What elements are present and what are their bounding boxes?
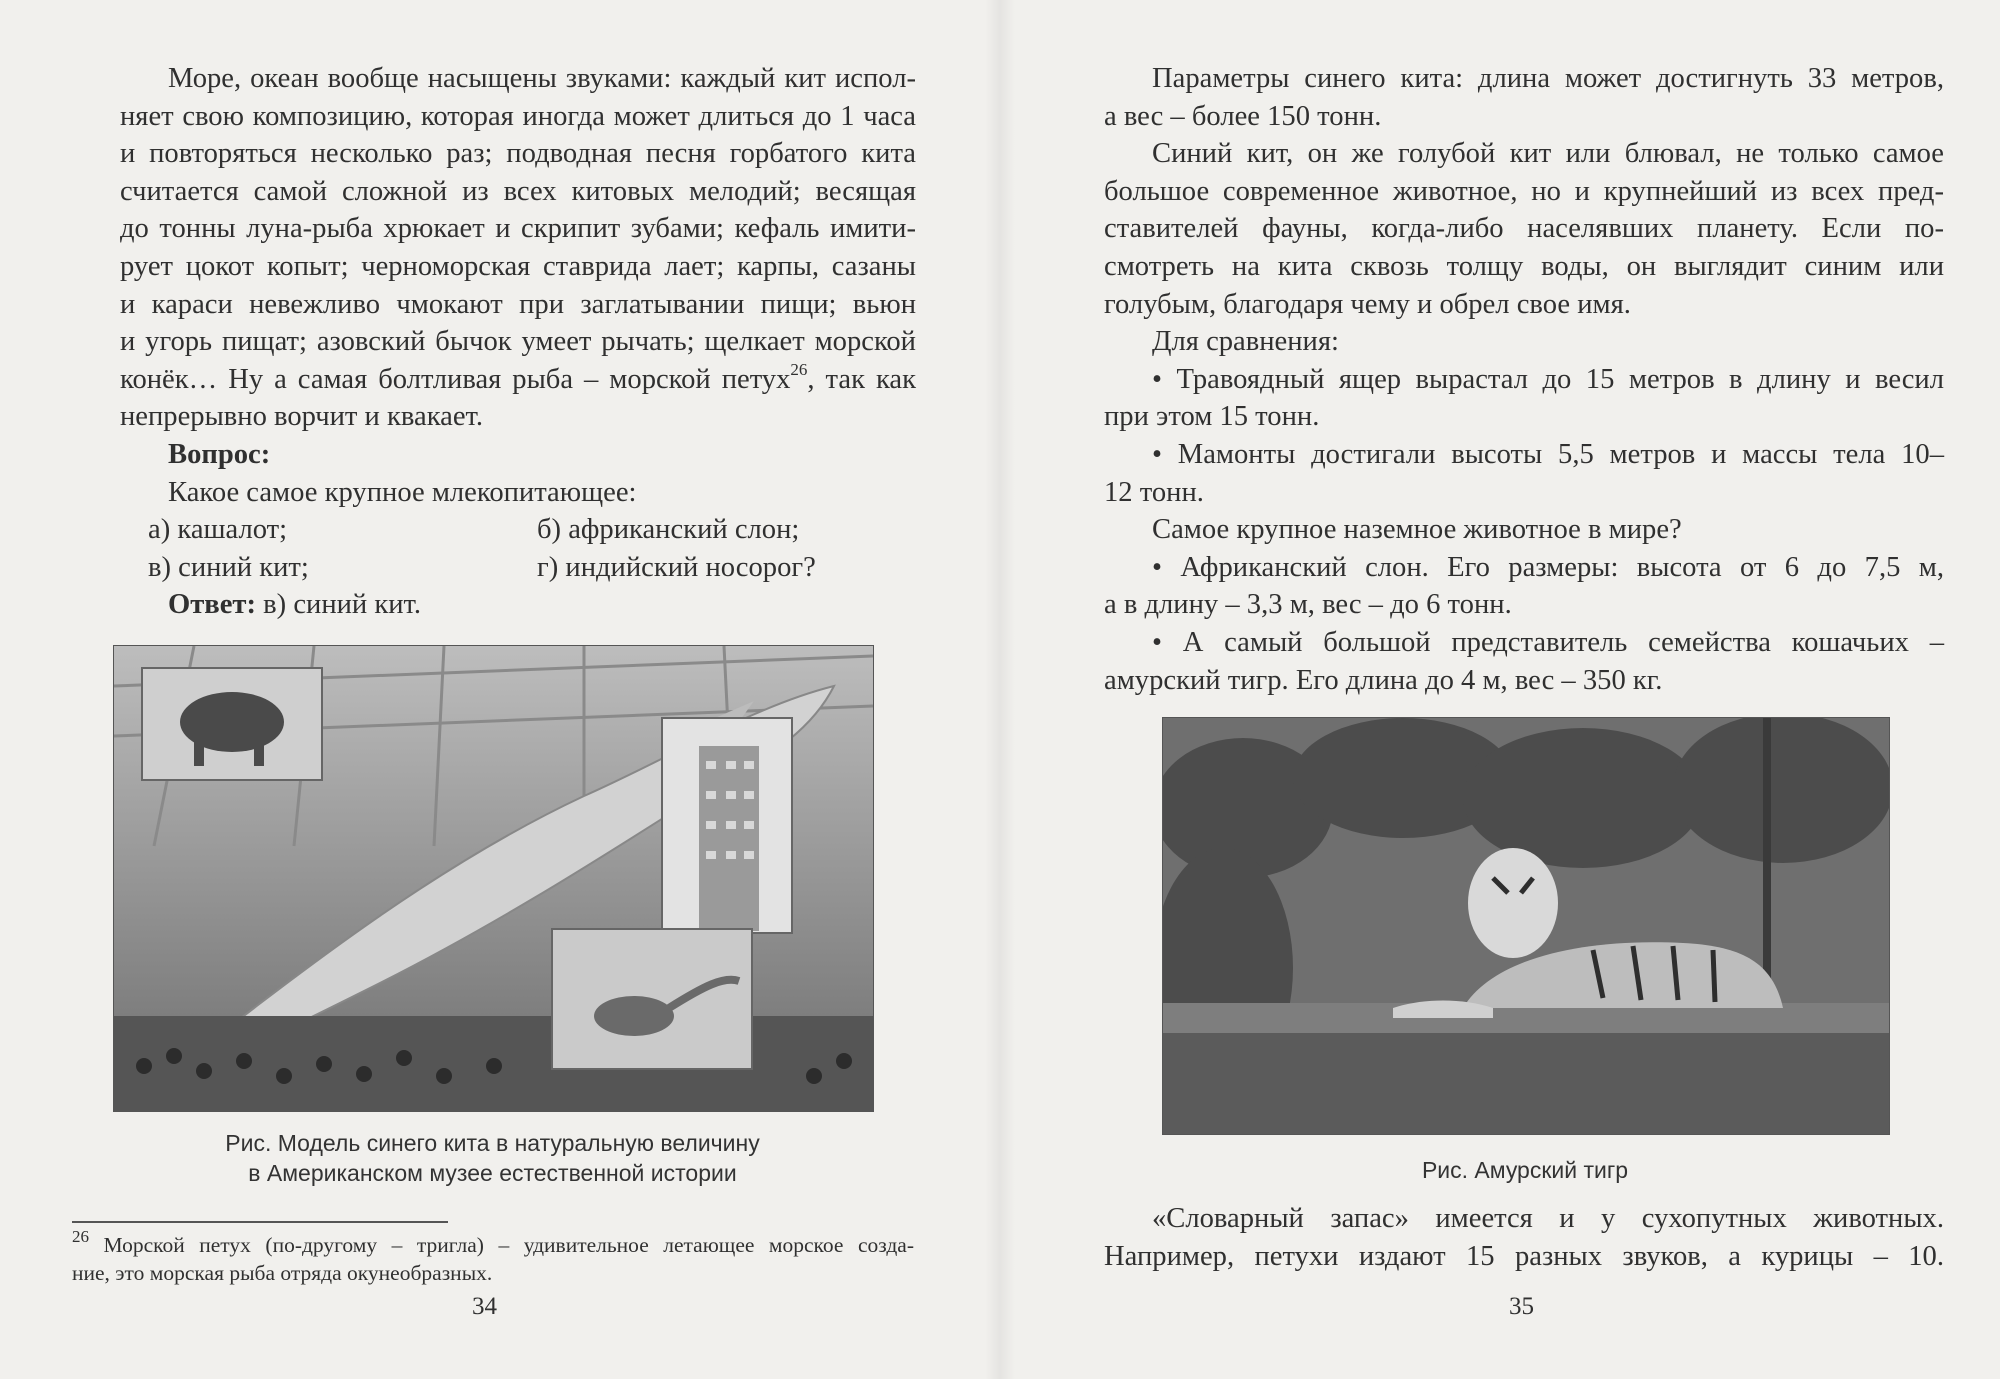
page-number-right: 35: [1509, 1293, 1534, 1320]
figure-caption-tiger: Рис. Амурский тигр: [1421, 1157, 1629, 1183]
text-line: Синий кит, он же голубой кит или блювал, не только самое: [1152, 138, 1944, 170]
bullet-line: амурский тигр. Его длина до 4 м, вес – 350 кг.: [1104, 664, 1663, 696]
text-line: Параметры синего кита: длина может достигнуть 33 метров,: [1152, 63, 1944, 94]
text-line: считается самой сложной из всех китовых мелодий; весящая: [120, 175, 916, 207]
text-span: конёк… Ну а самая болтливая рыба – морской петух: [120, 363, 791, 395]
bullet-line: при этом 15 тонн.: [1104, 401, 1320, 433]
answer-line: [120, 586, 916, 624]
text-line: а вес – более 150 тонн.: [1104, 100, 1382, 132]
text-line: большое современное животное, но и крупнейший из всех пред-: [1104, 175, 1944, 207]
right-closing-paragraph: [1104, 1200, 1944, 1275]
text-line: непрерывно ворчит и квакает.: [120, 401, 484, 433]
blue-whale-museum-photo: [113, 645, 874, 1112]
amur-tiger-photo: [1162, 717, 1890, 1135]
option-g: г) индийский носорог?: [537, 552, 816, 583]
text-line: и повторяться несколько раз; подводная песня горбатого кита: [120, 138, 916, 170]
text-line: няет свою композицию, которая иногда может длиться до 1 часа: [120, 100, 916, 132]
footnote: [72, 1226, 915, 1287]
footnote-divider: [72, 1221, 448, 1223]
compare-heading: Для сравнения:: [1152, 326, 1339, 358]
bullet-line: • Травоядный ящер вырастал до 15 метров в длину и весил: [1152, 363, 1944, 395]
bullet-line: 12 тонн.: [1104, 476, 1204, 508]
text-line: голубым, благодаря чему и обрел свое имя.: [1104, 288, 1631, 320]
answer-label: Ответ:: [168, 589, 256, 620]
text-line: «Словарный запас» имеется и у сухопутных животных.: [1152, 1203, 1944, 1234]
question-text: Какое самое крупное млекопитающее:: [168, 476, 637, 508]
text-line: Море, океан вообще насыщены звуками: каждый кит испол-: [168, 63, 916, 94]
answer: [120, 586, 916, 624]
footnote-line: ние, это морская рыба отряда окунеобразных.: [72, 1261, 493, 1285]
bullet-line: а в длину – 3,3 м, вес – до 6 тонн.: [1104, 589, 1512, 621]
option-a: а) кашалот;: [148, 514, 288, 545]
bullet-line: • Африканский слон. Его размеры: высота от 6 до 7,5 м,: [1152, 551, 1944, 583]
text-line: до тонны луна-рыба хрюкает и скрипит зубами; кефаль имити-: [120, 213, 916, 245]
answer-options: [0, 511, 1000, 591]
caption-line: Рис. Модель синего кита в натуральную величину: [225, 1130, 760, 1156]
text-line: [120, 361, 916, 399]
land-question: Самое крупное наземное животное в мире?: [1152, 514, 1682, 546]
text-span: , так как: [807, 363, 916, 395]
left-paragraph-sounds: [120, 60, 916, 511]
figure-caption-whale: [113, 1128, 872, 1188]
answer-text: в) синий кит.: [256, 589, 422, 620]
amur-tiger-illustration: [1163, 718, 1889, 1134]
text-line: ставителей фауны, когда-либо населявших планету. Если по-: [1104, 213, 1944, 245]
page-number-left: 34: [472, 1293, 497, 1320]
text-line: и караси невежливо чмокают при заглатывании пищи; вьюн: [120, 288, 916, 320]
footnote-line: [72, 1226, 915, 1259]
option-b: б) африканский слон;: [537, 514, 800, 545]
blue-whale-illustration: [114, 646, 873, 1111]
text-line: Например, петухи издают 15 разных звуков, а курицы – 10.: [1104, 1240, 1944, 1272]
text-line: смотреть на кита сквозь толщу воды, он выглядит синим или: [1104, 250, 1944, 282]
footnote-text: Морской петух (по-другому – тригла) – удивительное летающее морское созда-: [103, 1233, 915, 1257]
question-label: Вопрос:: [168, 438, 271, 470]
option-v: в) синий кит;: [148, 552, 309, 583]
text-line: и угорь пищат; азовский бычок умеет рычать; щелкает морской: [120, 326, 916, 358]
footnote-number: 26: [72, 1226, 89, 1246]
bullet-line: • Мамонты достигали высоты 5,5 метров и массы тела 10–: [1152, 438, 1944, 470]
bullet-line: • А самый большой представитель семейства кошачьих –: [1152, 626, 1944, 658]
footnote-mark[interactable]: 26: [790, 360, 808, 380]
text-line: рует цокот копыт; черноморская ставрида лает; карпы, сазаны: [120, 250, 916, 282]
caption-line: в Американском музее естественной истории: [248, 1160, 737, 1186]
right-text-block: [1104, 60, 1944, 699]
